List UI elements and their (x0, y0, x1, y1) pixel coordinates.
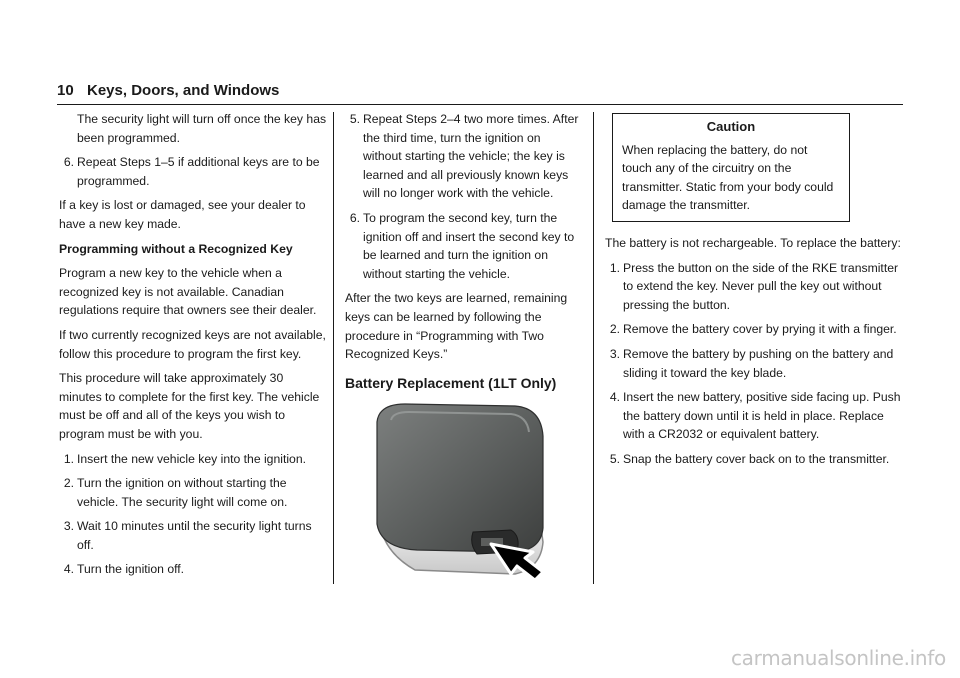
paragraph-battery: The battery is not rechargeable. To replace the battery: (605, 235, 901, 250)
list-item (59, 474, 329, 511)
step-number: 6. (349, 210, 360, 225)
column-2 (345, 110, 581, 582)
step-number: 6. (63, 155, 74, 170)
column-divider-1 (333, 112, 334, 584)
list-item (59, 517, 329, 554)
step-text: Turn the ignition on without starting the vehicle. The security light will come on. (77, 476, 288, 509)
caution-box (612, 113, 850, 222)
step-list (59, 450, 329, 580)
continued-step-text: The security light will turn off once the key has been programmed. (77, 112, 327, 145)
caution-text: When replacing the battery, do not touch any of the circuitry on the transmitter. Static from your body could damage the transmitter. (622, 142, 834, 213)
list-item (345, 209, 581, 283)
step-number: 1. (609, 260, 620, 275)
step-list-cont (59, 153, 329, 190)
step-number: 2. (609, 322, 620, 337)
step-list (345, 110, 581, 283)
watermark: carmanualsonline.info (730, 646, 946, 670)
step-text: Insert the new battery, positive side facing up. Push the battery down until it is held in place. Replace with a CR2032 or equivalent battery. (623, 390, 901, 442)
subheading-programming: Programming without a Recognized Key (59, 241, 293, 256)
step-text: To program the second key, turn the ignition off and insert the second key to be learned and turn the ignition on without starting the vehicle. (363, 210, 575, 281)
section-title: Keys, Doors, and Windows (87, 82, 280, 99)
step-text: Turn the ignition off. (77, 562, 185, 577)
key-fob-illustration (365, 402, 545, 582)
paragraph-two-keys: If two currently recognized keys are not available, follow this procedure to program the first key. (59, 327, 326, 361)
list-item (605, 450, 901, 469)
list-item (605, 320, 901, 339)
column-divider-2 (593, 112, 594, 584)
key-fob-image (365, 402, 545, 582)
paragraph-time: This procedure will take approximately 30 minutes to complete for the first key. The vehicle must be off and all of the keys you wish to program must be with you. (59, 371, 320, 441)
list-item (345, 110, 581, 203)
step-number: 3. (609, 346, 620, 361)
column-1 (59, 110, 329, 585)
page-number: 10 (57, 82, 74, 99)
step-number: 1. (63, 451, 74, 466)
step-number: 5. (609, 451, 620, 466)
step-text: Remove the battery cover by prying it with a finger. (623, 322, 897, 337)
step-text: Repeat Steps 1–5 if additional keys are to be programmed. (77, 155, 320, 188)
paragraph-lost-key: If a key is lost or damaged, see your dealer to have a new key made. (59, 198, 306, 231)
step-text: Wait 10 minutes until the security light turns off. (77, 519, 312, 552)
paragraph-after: After the two keys are learned, remaining keys can be learned by following the procedure in “Programming with Two Recognized Keys.” (345, 291, 568, 362)
list-item (605, 345, 901, 382)
step-number: 5. (349, 112, 360, 126)
battery-section-title: Battery Replacement (1LT Only) (345, 374, 557, 391)
step-number: 2. (63, 476, 74, 491)
list-item (605, 388, 901, 444)
step-text: Insert the new vehicle key into the ignition. (77, 451, 306, 466)
list-item (605, 259, 901, 315)
list-item (59, 450, 329, 469)
step-text: Remove the battery by pushing on the battery and sliding it toward the key blade. (623, 346, 894, 380)
list-item (59, 153, 329, 190)
list-item (59, 560, 329, 579)
step-number: 4. (609, 390, 620, 405)
header-rule (57, 104, 903, 105)
step-text: Repeat Steps 2–4 two more times. After the third time, turn the ignition on without starting the vehicle; the key is learned and all previously known keys will no longer work with the vehicle. (363, 112, 579, 201)
step-number: 3. (63, 519, 74, 534)
caution-title: Caution (706, 119, 756, 134)
step-text: Snap the battery cover back on to the transmitter. (623, 451, 890, 466)
paragraph-program: Program a new key to the vehicle when a recognized key is not available. Canadian regulations require that owners see their dealer. (59, 266, 317, 318)
column-3 (605, 110, 901, 475)
step-list (605, 259, 901, 469)
step-number: 4. (63, 562, 74, 577)
step-text: Press the button on the side of the RKE transmitter to extend the key. Never pull the key out without pressing the button. (623, 260, 899, 312)
